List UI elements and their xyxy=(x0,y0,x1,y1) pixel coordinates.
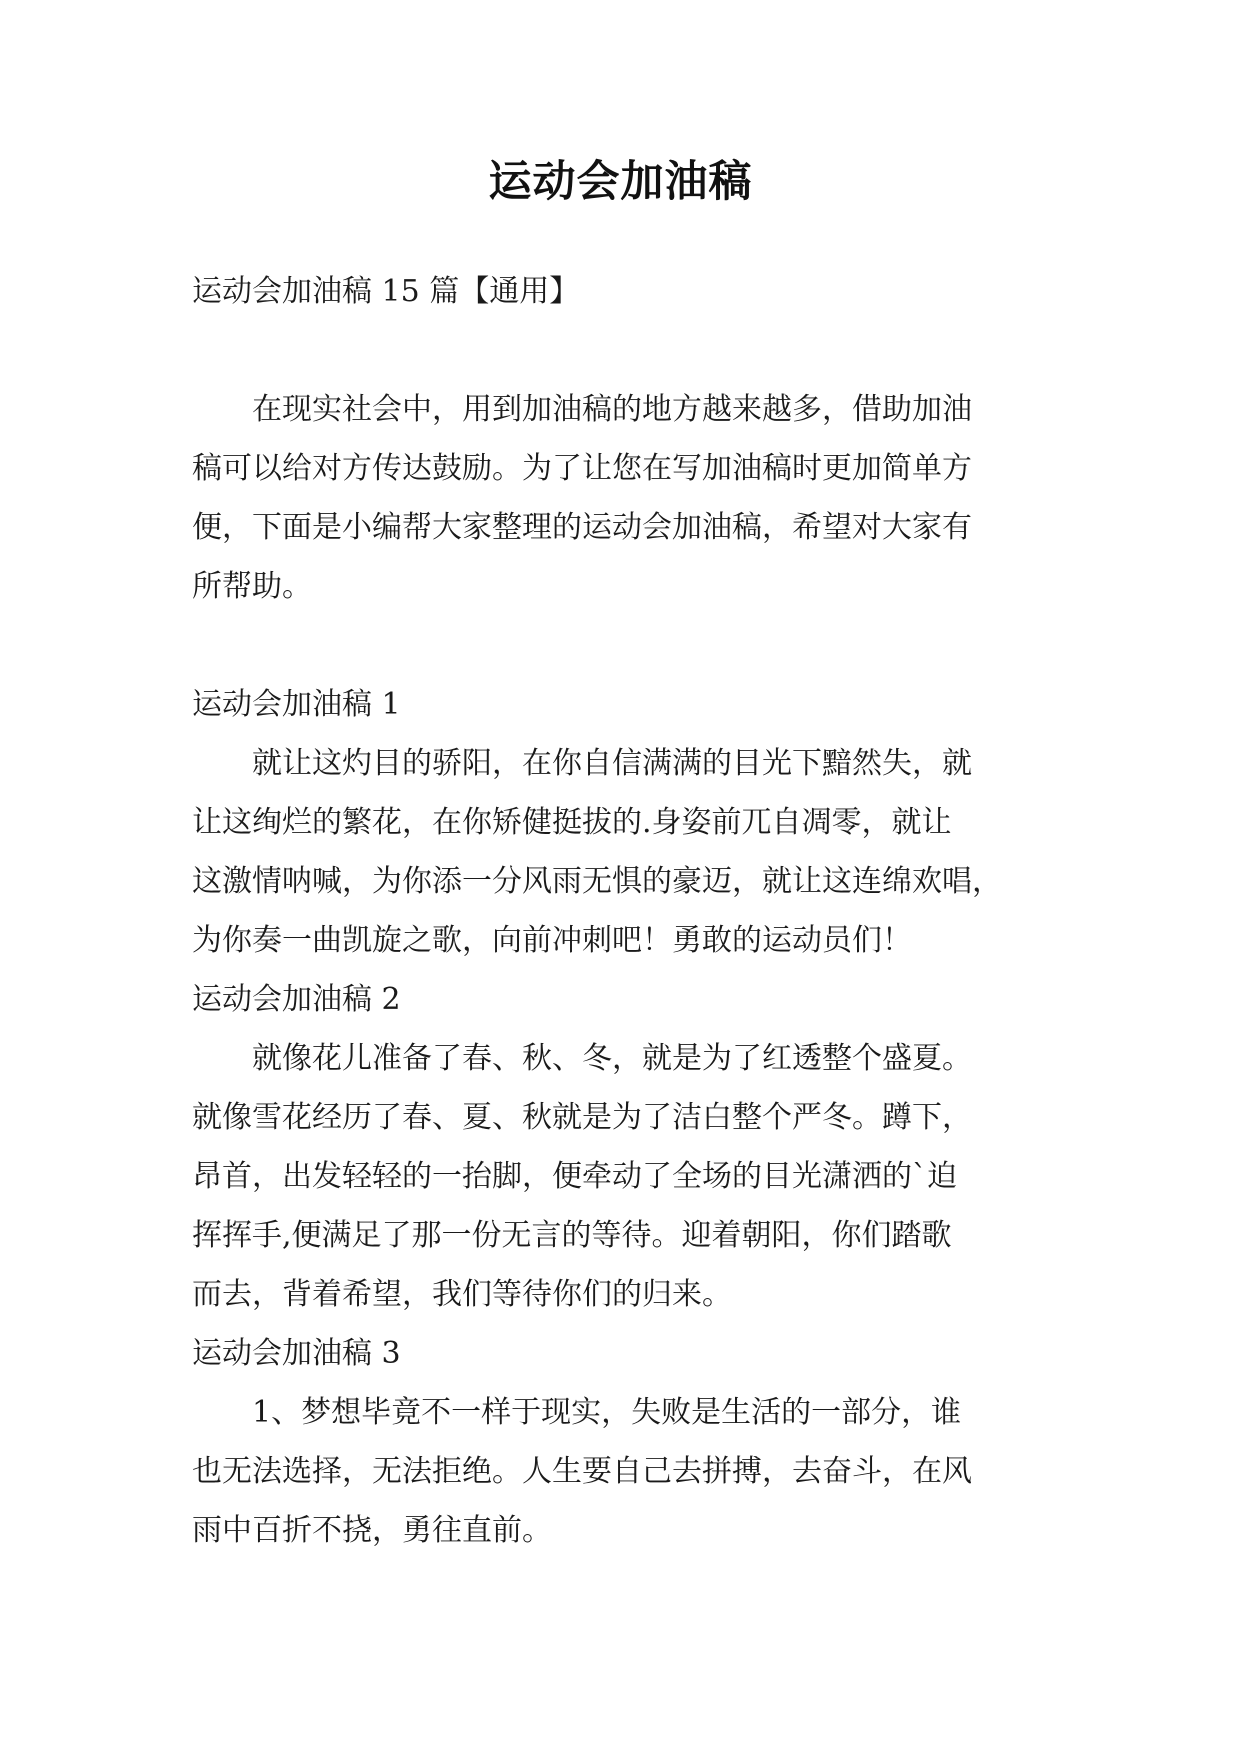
document-subtitle: 运动会加油稿 15 篇【通用】 xyxy=(192,274,580,309)
paragraph-line: 雨中百折不挠，勇往直前。 xyxy=(192,1513,552,1548)
intro-paragraph xyxy=(192,380,1052,616)
paragraph-line: 就让这灼目的骄阳，在你自信满满的目光下黯然失，就 xyxy=(192,746,972,781)
paragraph-line: 就像雪花经历了春、夏、秋就是为了洁白整个严冬。蹲下， xyxy=(192,1100,972,1135)
document-body xyxy=(192,262,1052,1560)
intro-line: 在现实社会中，用到加油稿的地方越来越多，借助加油 xyxy=(192,392,972,427)
paragraph-line: 而去，背着希望，我们等待你们的归来。 xyxy=(192,1277,732,1312)
intro-line: 所帮助。 xyxy=(192,569,312,604)
section-paragraph-2 xyxy=(192,1029,1052,1324)
section-paragraph-3 xyxy=(192,1383,1052,1560)
paragraph-line: 为你奏一曲凯旋之歌，向前冲刺吧！勇敢的运动员们！ xyxy=(192,923,912,958)
paragraph-line: 就像花儿准备了春、秋、冬，就是为了红透整个盛夏。 xyxy=(192,1041,972,1076)
paragraph-line: 昂首，出发轻轻的一抬脚，便牵动了全场的目光潇洒的`迫 xyxy=(192,1159,957,1194)
paragraph-line: 1、梦想毕竟不一样于现实，失败是生活的一部分，谁 xyxy=(192,1395,962,1430)
paragraph-line: 也无法选择，无法拒绝。人生要自己去拼搏，去奋斗，在风 xyxy=(192,1454,972,1489)
intro-line: 便，下面是小编帮大家整理的运动会加油稿，希望对大家有 xyxy=(192,510,972,545)
section-paragraph-1 xyxy=(192,734,1052,970)
section-heading-1: 运动会加油稿 1 xyxy=(192,687,401,722)
paragraph-line: 这激情呐喊，为你添一分风雨无惧的豪迈，就让这连绵欢唱， xyxy=(192,864,1002,899)
section-heading-2: 运动会加油稿 2 xyxy=(192,982,401,1017)
document-title: 运动会加油稿 xyxy=(488,157,753,207)
section-heading-3: 运动会加油稿 3 xyxy=(192,1336,401,1371)
paragraph-line: 让这绚烂的繁花，在你矫健挺拔的.身姿前兀自凋零，就让 xyxy=(192,805,952,840)
paragraph-line: 挥挥手,便满足了那一份无言的等待。迎着朝阳，你们踏歌 xyxy=(192,1218,952,1253)
intro-line: 稿可以给对方传达鼓励。为了让您在写加油稿时更加简单方 xyxy=(192,451,972,486)
